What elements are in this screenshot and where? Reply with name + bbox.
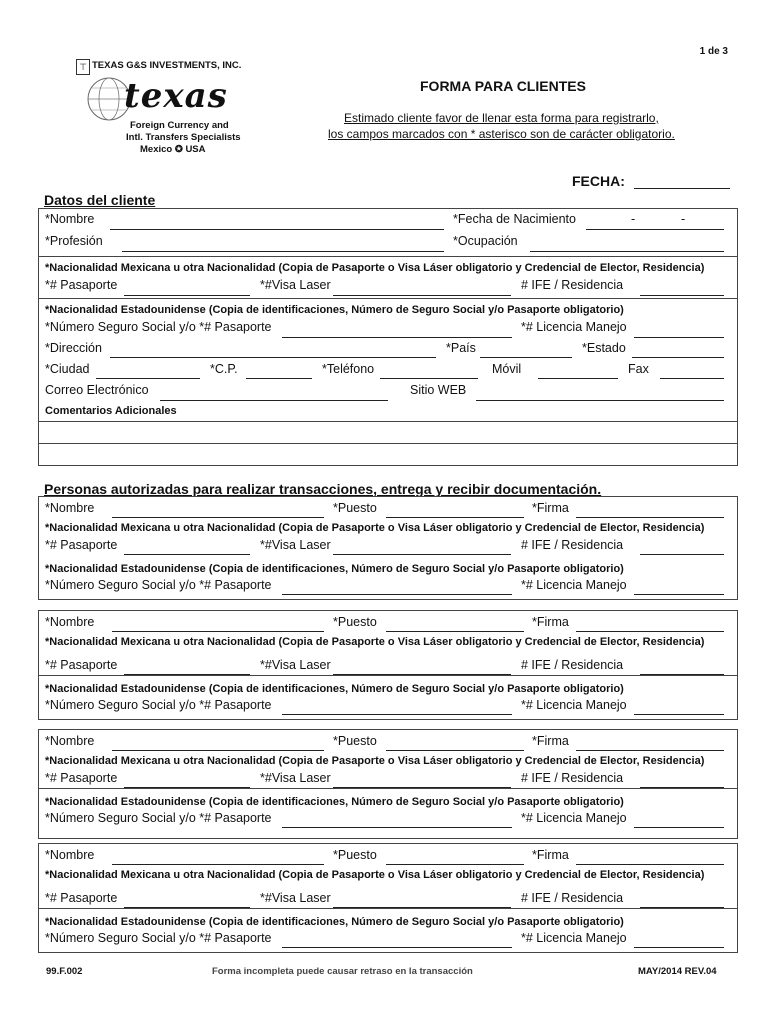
client-direccion-field[interactable] [110, 357, 436, 358]
form-title: FORMA PARA CLIENTES [420, 78, 586, 94]
fecha-field[interactable] [634, 188, 730, 189]
person-pasaporte-label: *# Pasaporte [45, 538, 118, 552]
person-ssn-label: *Número Seguro Social y/o *# Pasaporte [45, 578, 272, 592]
person-ssn-field[interactable] [282, 827, 512, 828]
person-puesto-label: *Puesto [333, 615, 377, 629]
person-us-header: *Nacionalidad Estadounidense (Copia de identificaciones, Número de Seguro Social y/o Pasaporte obligatorio) [45, 683, 624, 695]
client-ssn-label: *Número Seguro Social y/o *# Pasaporte [45, 320, 272, 334]
person-firma-label: *Firma [532, 615, 569, 629]
person-nombre-field[interactable] [112, 750, 324, 751]
person-nombre-field[interactable] [112, 631, 324, 632]
person-licencia-field[interactable] [634, 714, 724, 715]
person-ife-label: # IFE / Residencia [521, 658, 624, 672]
footer-revision: MAY/2014 REV.04 [638, 966, 717, 977]
client-ciudad-field[interactable] [96, 378, 200, 379]
person-nombre-label: *Nombre [45, 501, 95, 515]
client-ciudad-label: *Ciudad [45, 362, 90, 376]
person-licencia-label: *# Licencia Manejo [521, 698, 627, 712]
footer-code: 99.F.002 [46, 966, 83, 977]
client-fecha-nac-field[interactable] [586, 229, 724, 230]
client-ife-label: # IFE / Residencia [521, 278, 624, 292]
client-visa-label: *#Visa Laser [260, 278, 331, 292]
logo-tagline-1: Foreign Currency and [130, 120, 229, 131]
person-licencia-label: *# Licencia Manejo [521, 811, 627, 825]
person-visa-label: *#Visa Laser [260, 658, 331, 672]
person-us-header: *Nacionalidad Estadounidense (Copia de identificaciones, Número de Seguro Social y/o Pasaporte obligatorio) [45, 916, 624, 928]
person-firma-label: *Firma [532, 734, 569, 748]
client-estado-field[interactable] [632, 357, 724, 358]
logo-tagline-3: Mexico ✪ USA [140, 144, 206, 155]
person-ssn-field[interactable] [282, 947, 512, 948]
client-nombre-label: *Nombre [45, 212, 95, 226]
divider [38, 298, 738, 299]
person-mx-header: *Nacionalidad Mexicana u otra Nacionalidad (Copia de Pasaporte o Visa Láser obligatorio y Credencial de Elector, Residencia) [45, 755, 705, 767]
client-ocupacion-field[interactable] [530, 251, 724, 252]
person-nombre-field[interactable] [112, 864, 324, 865]
divider [38, 675, 738, 676]
person-firma-field[interactable] [576, 750, 724, 751]
person-ife-label: # IFE / Residencia [521, 891, 624, 905]
client-telefono-label: *Teléfono [322, 362, 375, 376]
tower-icon: ⊤ [76, 59, 90, 75]
person-us-header: *Nacionalidad Estadounidense (Copia de identificaciones, Número de Seguro Social y/o Pasaporte obligatorio) [45, 796, 624, 808]
person-puesto-field[interactable] [386, 517, 524, 518]
footer-warning: Forma incompleta puede causar retraso en la transacción [212, 966, 473, 977]
client-fecha-nac-label: *Fecha de Nacimiento [453, 212, 576, 226]
client-ssn-field[interactable] [282, 337, 512, 338]
person-nombre-label: *Nombre [45, 848, 95, 862]
client-mx-header: *Nacionalidad Mexicana u otra Nacionalidad (Copia de Pasaporte o Visa Láser obligatorio y Credencial de Elector, Residencia) [45, 262, 705, 274]
client-fax-field[interactable] [660, 378, 724, 379]
person-firma-field[interactable] [576, 864, 724, 865]
person-puesto-field[interactable] [386, 750, 524, 751]
client-telefono-field[interactable] [380, 378, 478, 379]
client-profesion-label: *Profesión [45, 234, 103, 248]
person-visa-label: *#Visa Laser [260, 891, 331, 905]
client-us-header: *Nacionalidad Estadounidense (Copia de identificaciones, Número de Seguro Social y/o Pasaporte obligatorio) [45, 304, 624, 316]
person-firma-label: *Firma [532, 848, 569, 862]
person-nombre-label: *Nombre [45, 734, 95, 748]
client-licencia-field[interactable] [634, 337, 724, 338]
person-ssn-label: *Número Seguro Social y/o *# Pasaporte [45, 698, 272, 712]
comentarios-line[interactable] [38, 443, 738, 444]
person-ife-field[interactable] [640, 554, 724, 555]
person-mx-header: *Nacionalidad Mexicana u otra Nacionalidad (Copia de Pasaporte o Visa Láser obligatorio y Credencial de Elector, Residencia) [45, 522, 705, 534]
client-fax-label: Fax [628, 362, 649, 376]
divider [38, 256, 738, 257]
client-web-field[interactable] [476, 400, 724, 401]
person-licencia-field[interactable] [634, 947, 724, 948]
person-puesto-label: *Puesto [333, 501, 377, 515]
person-pasaporte-field[interactable] [124, 554, 250, 555]
person-ssn-field[interactable] [282, 594, 512, 595]
client-cp-field[interactable] [246, 378, 312, 379]
client-licencia-label: *# Licencia Manejo [521, 320, 627, 334]
client-direccion-label: *Dirección [45, 341, 102, 355]
person-firma-field[interactable] [576, 631, 724, 632]
person-licencia-label: *# Licencia Manejo [521, 931, 627, 945]
person-firma-field[interactable] [576, 517, 724, 518]
person-puesto-label: *Puesto [333, 734, 377, 748]
person-pasaporte-label: *# Pasaporte [45, 658, 118, 672]
intro-line-1: Estimado cliente favor de llenar esta forma para registrarlo, [344, 111, 659, 125]
person-puesto-field[interactable] [386, 864, 524, 865]
divider [38, 421, 738, 422]
client-cp-label: *C.P. [210, 362, 238, 376]
date-separator: - [681, 212, 686, 226]
person-ssn-label: *Número Seguro Social y/o *# Pasaporte [45, 931, 272, 945]
personas-section-title: Personas autorizadas para realizar transacciones, entrega y recibir documentación. [44, 481, 602, 497]
person-nombre-field[interactable] [112, 517, 324, 518]
logo-brand: texas [124, 76, 228, 116]
person-pasaporte-label: *# Pasaporte [45, 771, 118, 785]
person-puesto-field[interactable] [386, 631, 524, 632]
person-puesto-label: *Puesto [333, 848, 377, 862]
fecha-label: FECHA: [572, 173, 625, 189]
person-mx-header: *Nacionalidad Mexicana u otra Nacionalidad (Copia de Pasaporte o Visa Láser obligatorio y Credencial de Elector, Residencia) [45, 869, 705, 881]
logo-company-name: TEXAS G&S INVESTMENTS, INC. [92, 60, 242, 71]
client-correo-field[interactable] [160, 400, 388, 401]
client-pasaporte-label: *# Pasaporte [45, 278, 118, 292]
date-separator: - [631, 212, 636, 226]
client-ife-field[interactable] [640, 295, 724, 296]
person-licencia-field[interactable] [634, 594, 724, 595]
client-pais-label: *País [446, 341, 476, 355]
logo-tagline-2: Intl. Transfers Specialists [126, 132, 241, 143]
client-movil-label: Móvil [492, 362, 522, 376]
client-comentarios-label: Comentarios Adicionales [45, 405, 177, 417]
person-visa-label: *#Visa Laser [260, 538, 331, 552]
person-ife-label: # IFE / Residencia [521, 538, 624, 552]
person-us-header: *Nacionalidad Estadounidense (Copia de identificaciones, Número de Seguro Social y/o Pasaporte obligatorio) [45, 563, 624, 575]
person-pasaporte-label: *# Pasaporte [45, 891, 118, 905]
person-ssn-field[interactable] [282, 714, 512, 715]
person-ife-label: # IFE / Residencia [521, 771, 624, 785]
client-pasaporte-field[interactable] [124, 295, 250, 296]
client-profesion-field[interactable] [122, 251, 444, 252]
client-pais-field[interactable] [480, 357, 572, 358]
client-movil-field[interactable] [538, 378, 618, 379]
person-licencia-field[interactable] [634, 827, 724, 828]
client-ocupacion-label: *Ocupación [453, 234, 518, 248]
person-mx-header: *Nacionalidad Mexicana u otra Nacionalidad (Copia de Pasaporte o Visa Láser obligatorio y Credencial de Elector, Residencia) [45, 636, 705, 648]
divider [38, 908, 738, 909]
page-number: 1 de 3 [699, 46, 728, 57]
person-licencia-label: *# Licencia Manejo [521, 578, 627, 592]
person-firma-label: *Firma [532, 501, 569, 515]
client-nombre-field[interactable] [110, 229, 444, 230]
person-visa-field[interactable] [333, 554, 511, 555]
client-correo-label: Correo Electrónico [45, 383, 149, 397]
company-logo [74, 58, 254, 158]
person-visa-label: *#Visa Laser [260, 771, 331, 785]
datos-section-title: Datos del cliente [44, 192, 156, 208]
intro-line-2: los campos marcados con * asterisco son de carácter obligatorio. [328, 127, 675, 141]
client-visa-field[interactable] [333, 295, 511, 296]
client-web-label: Sitio WEB [410, 383, 467, 397]
person-nombre-label: *Nombre [45, 615, 95, 629]
divider [38, 788, 738, 789]
person-ssn-label: *Número Seguro Social y/o *# Pasaporte [45, 811, 272, 825]
client-estado-label: *Estado [582, 341, 626, 355]
